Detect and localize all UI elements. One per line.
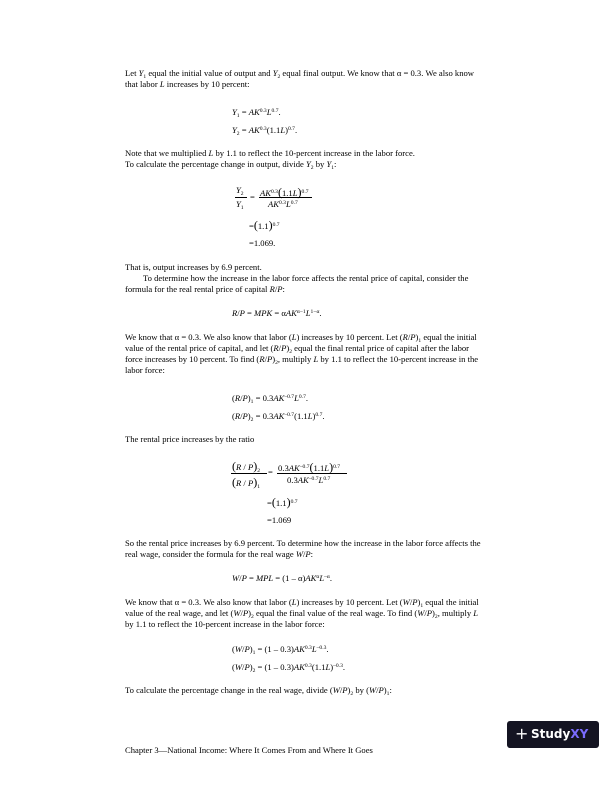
paragraph-rental-setup: We know that α = 0.3. We also know that labor (L) increases by 10 percent. Let $(R/P)_1$ equal the initial value of the rental price of capital, and let $(R/P)_2$ equal the final rental price of capital after the labor force increases by 10 percent. To find $(R/P)_2$, multiply L by 1.1 to reflect the 10-percent increase in the labor force: — [125, 332, 479, 375]
paragraph-wage-divide: To calculate the percentage change in the real wage, divide $(W/P)_2$ by $(W/P)_1$: — [125, 685, 392, 697]
ratio-y-equals: = — [250, 192, 255, 202]
equation-result-1: =1.069. — [249, 238, 276, 248]
ratio-r-num: $0.3AK^{-0.7}(1.1L)^{0.7}$ — [278, 460, 341, 474]
ratio-r-bar — [277, 473, 347, 474]
paragraph-intro: Let $Y_1$ equal the initial value of output and $Y_2$ equal final output. We know that α = 0.3. We also know that labor L increases by 10 percent: — [125, 68, 474, 89]
equation-wp1: $(W/P)_1 = (1 - 0.3)AK^{0.3}L^{-0.3}$. — [232, 644, 329, 656]
ratio-y-num: $AK^{0.3}(1.1L)^{0.7}$ — [260, 185, 309, 199]
ratio-y-lhs-den: $Y_1$ — [236, 199, 244, 211]
studyxy-logo[interactable] — [507, 721, 599, 748]
equation-y2: $Y_2 = AK^{0.3}(1.1L)^{0.7}$. — [232, 125, 298, 137]
ratio-r-equals: = — [268, 467, 273, 477]
equation-y1: $Y_1 = AK^{0.3}L^{0.7}$. — [232, 107, 281, 119]
ratio-y-lhs-num: $Y_2$ — [236, 185, 244, 197]
page-footer: Chapter 3—National Income: Where It Comes From and Where It Goes — [125, 745, 373, 755]
ratio-r-den: $0.3AK^{-0.7}L^{0.7}$ — [287, 475, 331, 485]
equation-rp-formula: R/P = MPK = $\alpha AK^{\alpha-1}L^{1-\alpha}$. — [232, 308, 322, 318]
equation-step-11: $=(1.1)^{0.7}$ — [249, 218, 280, 232]
equation-wp2: $(W/P)_2 = (1 - 0.3)AK^{0.3}(1.1L)^{-0.3}$. — [232, 662, 346, 674]
plus-icon: + — [515, 724, 529, 743]
paragraph-wage-setup: We know that α = 0.3. We also know that labor (L) increases by 10 percent. Let $(W/P)_1$ equal the initial value of the real wage, and let $(W/P)_2$ equal the final value of the real wage. To find $(W/P)_2$, multiply L by 1.1 to reflect the 10-percent increase in the labor force: — [125, 597, 479, 629]
logo-text: StudyXY — [531, 727, 589, 741]
equation-rp2: $(R/P)_2 = 0.3AK^{-0.7}(1.1L)^{0.7}$. — [232, 411, 325, 423]
ratio-r-lhs-den: $(R / P)_1$ — [232, 475, 260, 490]
ratio-r-lhs-bar — [231, 473, 267, 474]
equation-wp-formula: W/P = MPL = $(1 - \alpha)AK^\alpha L^{-\alpha}$. — [232, 573, 333, 583]
paragraph-multiply-note: Note that we multiplied L by 1.1 to reflect the 10-percent increase in the labor force. To calculate the percentage change in output, divide $Y_2$ by $Y_1$: — [125, 148, 415, 171]
paragraph-wage-intro: So the rental price increases by 6.9 percent. To determine how the increase in the labor force affects the real wage, consider the formula for the real wage W/P: — [125, 538, 481, 559]
ratio-y-lhs-bar — [235, 197, 247, 198]
ratio-y-den: $AK^{0.3}L^{0.7}$ — [268, 199, 298, 209]
equation-rp1: $(R/P)_1 = 0.3AK^{-0.7}L^{0.7}$. — [232, 393, 309, 405]
paragraph-rental-ratio: The rental price increases by the ratio — [125, 434, 255, 444]
ratio-r-lhs-num: $(R / P)_2$ — [232, 459, 260, 474]
ratio-y-bar — [259, 197, 312, 198]
paragraph-output-result: That is, output increases by 6.9 percent. To determine how the increase in the labor force affects the rental price of capital, consider the formula for the real rental price of capital R/P: — [125, 262, 469, 294]
equation-step-11-b: $=(1.1)^{0.7}$ — [267, 495, 298, 509]
equation-result-2: =1.069 — [267, 515, 292, 525]
